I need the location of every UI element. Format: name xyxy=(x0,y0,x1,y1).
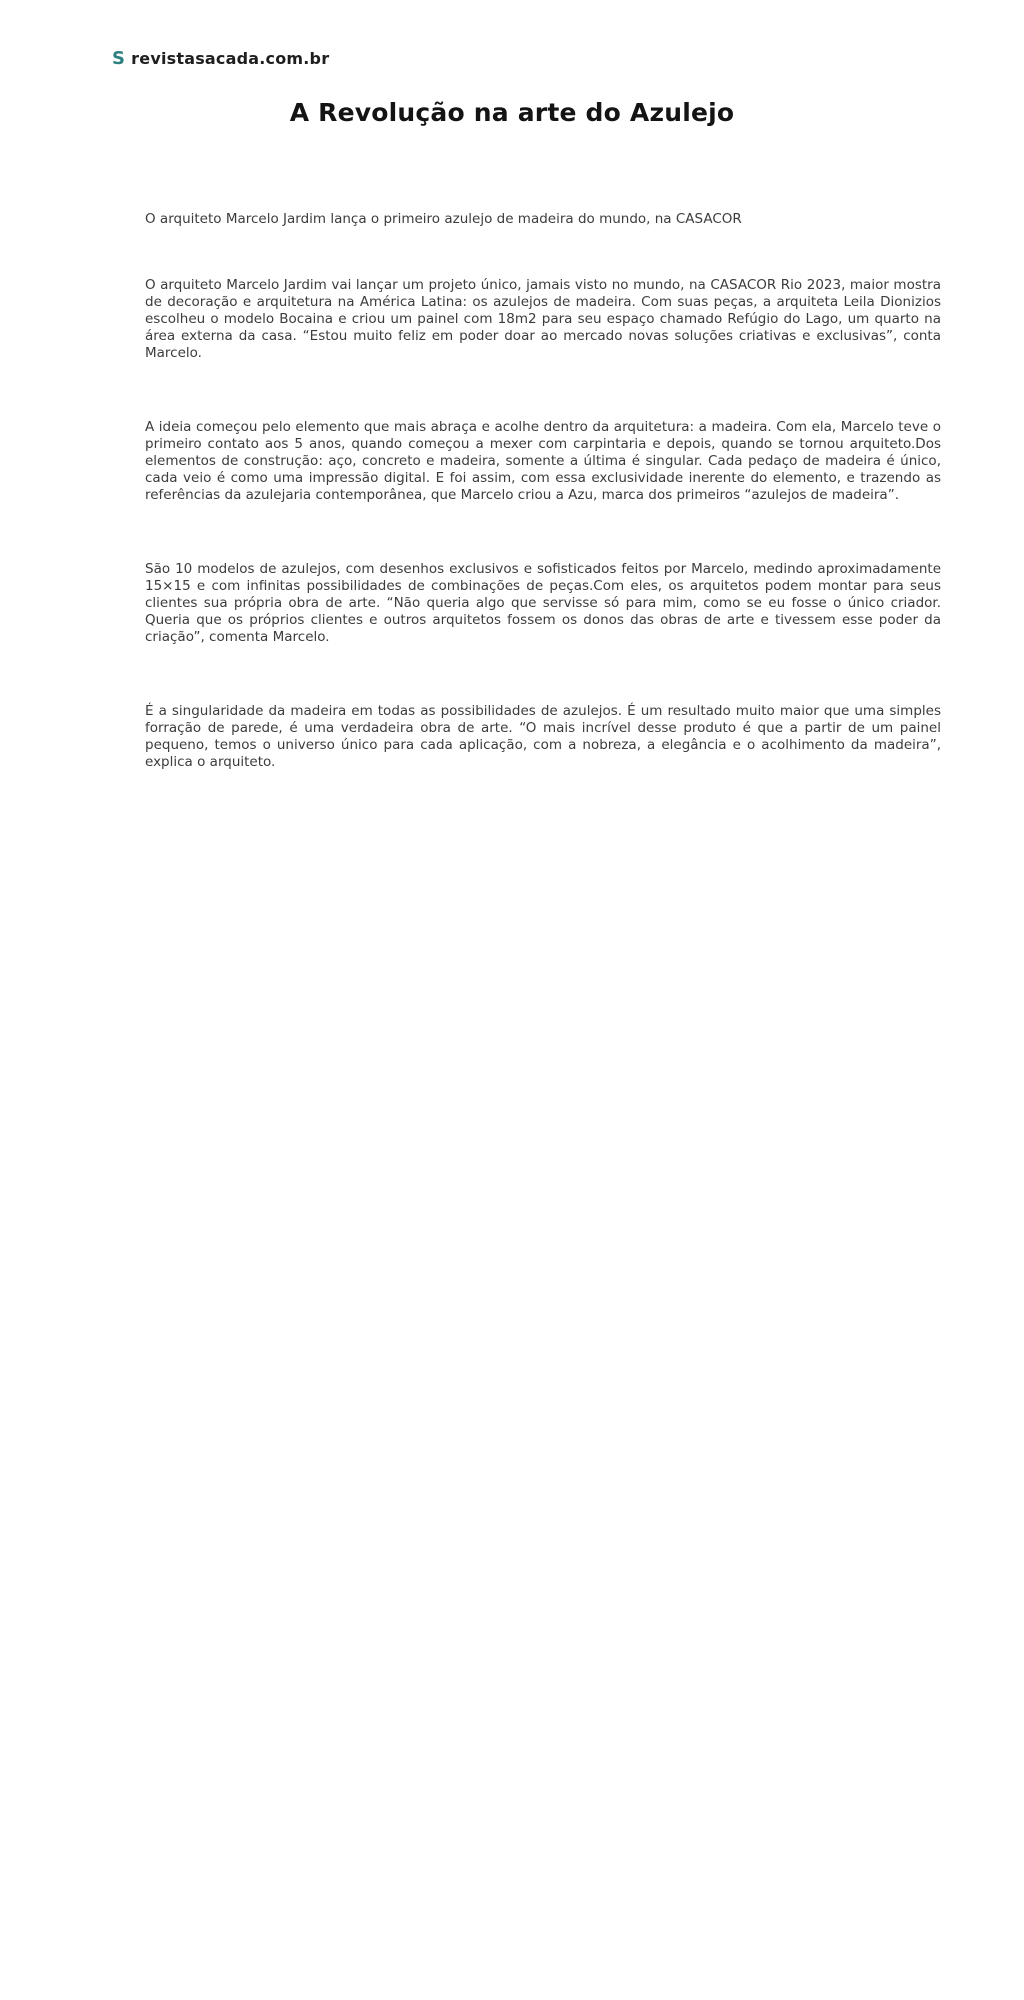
article-paragraph: A ideia começou pelo elemento que mais abraça e acolhe dentro da arquitetura: a madeira. Com ela, Marcelo teve o primeiro contato aos 5 anos, quando começou a mexer com carpintaria e depois, quando se tornou arquiteto.​Dos elementos de construção: aço, concreto e madeira, somente a última é singular. Cada pedaço de madeira é único, cada veio é como uma impressão digital. E foi assim, com essa exclusividade inerente do elemento, e trazendo as referências da azulejaria contemporânea, que Marcelo criou a Azu, marca dos primeiros “azulejos de madeira”. xyxy=(145,419,941,503)
site-logo-domain: revistasacada.com.br xyxy=(131,49,330,68)
article-title: A Revolução na arte do Azulejo xyxy=(289,97,735,127)
article-paragraph: É a singularidade da madeira em todas as possibilidades de azulejos. É um resultado muito maior que uma simples forração de parede, é uma verdadeira obra de arte. “O mais incrível desse produto é que a partir de um painel pequeno, temos o universo único para cada aplicação, com a nobreza, a elegância e o acolhimento da madeira”, explica o arquiteto. xyxy=(145,703,941,770)
article-body xyxy=(145,211,941,828)
site-logo[interactable] xyxy=(112,48,329,69)
article-paragraph: São 10 modelos de azulejos, com desenhos exclusivos e sofisticados feitos por Marcelo, medindo aproximadamente 15×15 e com infinitas possibilidades de combinações de peças.​Com eles, os arquitetos podem montar para seus clientes sua própria obra de arte. “Não queria algo que servisse só para mim, como se eu fosse o único criador. Queria que os próprios clientes e outros arquitetos fossem os donos das obras de arte e tivessem esse poder da criação”, comenta Marcelo. xyxy=(145,561,941,645)
article-standfirst: O arquiteto Marcelo Jardim lança o primeiro azulejo de madeira do mundo, na CASACOR xyxy=(145,211,742,227)
article-paragraph: O arquiteto Marcelo Jardim vai lançar um projeto único, jamais visto no mundo, na CASACOR Rio 2023, maior mostra de decoração e arquitetura na América Latina: os azulejos de madeira. Com suas peças, a arquiteta Leila Dionizios escolheu o modelo Bocaina e criou um painel com 18m2 para seu espaço chamado Refúgio do Lago, um quarto na área externa da casa. “Estou muito feliz em poder doar ao mercado novas soluções criativas e exclusivas”, conta Marcelo. xyxy=(145,277,941,361)
site-logo-initial: S xyxy=(112,48,126,69)
